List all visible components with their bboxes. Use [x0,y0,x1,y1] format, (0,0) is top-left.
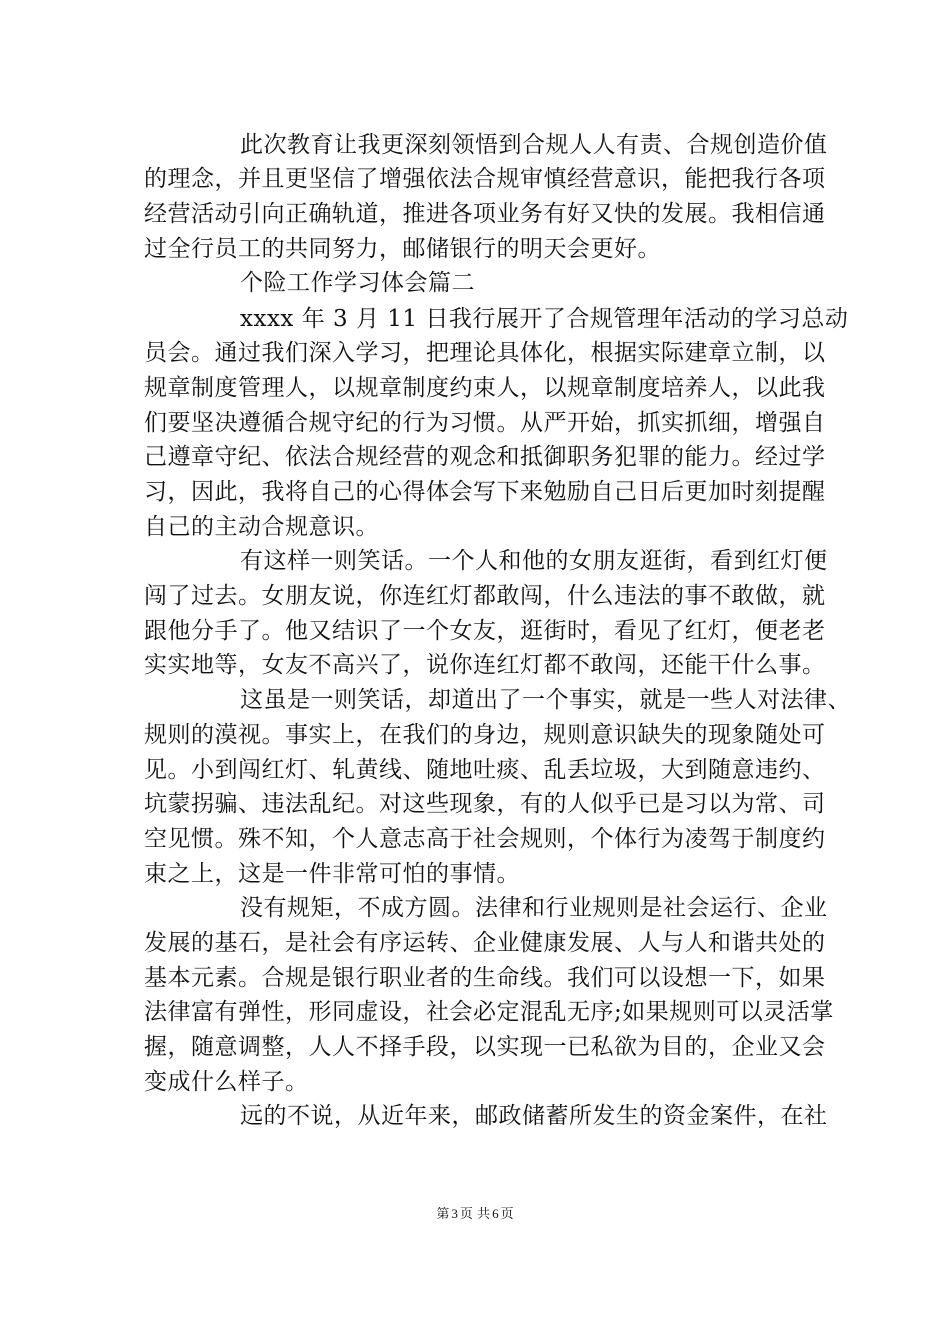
paragraph-line: 习，因此，我将自己的心得体会写下来勉励自己日后更加时刻提醒 [144,479,826,505]
paragraph-line: xxxx 年 3 月 11 日我行展开了合规管理年活动的学习总动 [240,306,849,332]
paragraph-line: 闯了过去。女朋友说，你连红灯都敢闯，什么违法的事不敢做，就 [144,583,826,609]
paragraph-line: 空见惯。殊不知，个人意志高于社会规则，个体行为凌驾于制度约 [144,826,826,852]
footer-middle: 页 共 [459,1207,491,1222]
paragraph-line: 没有规矩，不成方圆。法律和行业规则是社会运行、企业 [240,895,828,921]
paragraph-line: 们要坚决遵循合规守纪的行为习惯。从严开始，抓实抓细，增强自 [144,410,826,436]
paragraph-line: 有这样一则笑话。一个人和他的女朋友逛街，看到红灯便 [240,548,828,574]
paragraph-line: 束之上，这是一件非常可怕的事情。 [144,861,520,887]
footer-prefix: 第 [436,1207,450,1222]
paragraph-line: 这虽是一则笑话，却道出了一个事实，就是一些人对法律、 [240,687,851,713]
total-page-number: 6 [492,1206,499,1221]
paragraph-line: 远的不说，从近年来，邮政储蓄所发生的资金案件，在社 [240,1103,828,1129]
current-page-number: 3 [451,1206,458,1221]
paragraph-line: 经营活动引向正确轨道，推进各项业务有好又快的发展。我相信通 [144,201,826,227]
paragraph-line: 握，随意调整，人人不择手段，以实现一已私欲为目的，企业又会 [144,1034,826,1060]
footer-suffix: 页 [500,1207,514,1222]
paragraph-line: 实实地等，女友不高兴了，说你连红灯都不敢闯，还能干什么事。 [144,652,826,678]
paragraph-line: 规章制度管理人，以规章制度约束人，以规章制度培养人，以此我 [144,375,826,401]
paragraph-line: 过全行员工的共同努力，邮储银行的明天会更好。 [144,236,661,262]
paragraph-line: 己遵章守纪、依法合规经营的观念和抵御职务犯罪的能力。经过学 [144,444,826,470]
paragraph-line: 规则的漠视。事实上，在我们的身边，规则意识缺失的现象随处可 [144,722,826,748]
section-heading: 个险工作学习体会篇二 [240,270,475,296]
paragraph-line: 变成什么样子。 [144,1069,309,1095]
paragraph-line: 员会。通过我们深入学习，把理论具体化，根据实际建章立制，以 [144,340,826,366]
page-footer [0,1206,950,1223]
paragraph-line: 坑蒙拐骗、违法乱纪。对这些现象，有的人似乎已是习以为常、司 [144,791,826,817]
paragraph-line: 见。小到闯红灯、轧黄线、随地吐痰、乱丢垃圾，大到随意违约、 [144,757,826,783]
paragraph-line: 此次教育让我更深刻领悟到合规人人有责、合规创造价值 [240,132,828,158]
paragraph-line: 发展的基石，是社会有序运转、企业健康发展、人与人和谐共处的 [144,930,826,956]
paragraph-line: 基本元素。合规是银行职业者的生命线。我们可以设想一下，如果 [144,965,826,991]
paragraph-line: 的理念，并且更坚信了增强依法合规审慎经营意识，能把我行各项 [144,166,826,192]
paragraph-line: 跟他分手了。他又结识了一个女友，逛街时，看见了红灯，便老老 [144,618,826,644]
paragraph-line: 自己的主动合规意识。 [144,514,379,540]
paragraph-line: 法律富有弹性，形同虚设，社会必定混乱无序;如果规则可以灵活掌 [144,999,834,1025]
